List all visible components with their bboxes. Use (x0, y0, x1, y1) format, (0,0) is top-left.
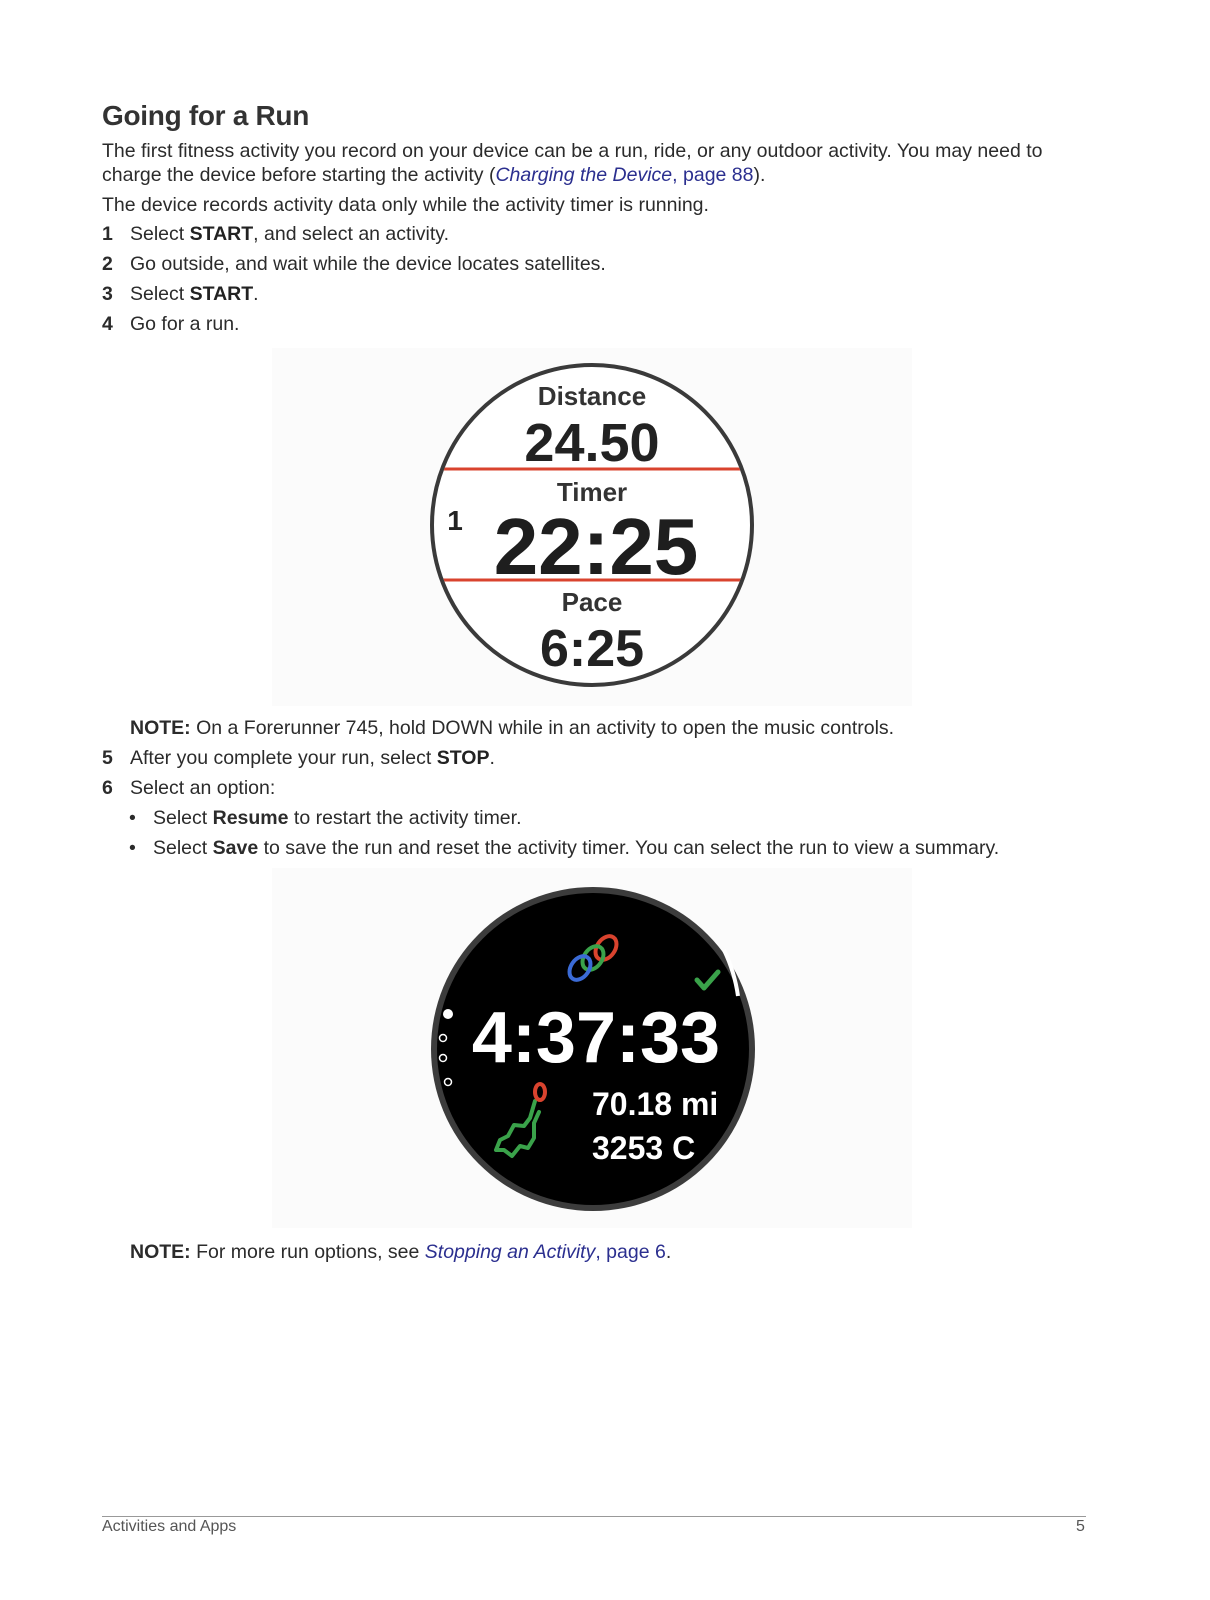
step-text: Select (130, 223, 190, 245)
watch-data-screen-figure (272, 348, 912, 706)
step-5 (102, 746, 495, 770)
watch-summary-screen (272, 868, 912, 1228)
page-heading: Going for a Run (102, 100, 310, 131)
charging-link-title[interactable]: Charging the Device (495, 164, 673, 186)
link-separator: , (672, 164, 683, 186)
step-text: Go outside, and wait while the device locates satellites. (130, 253, 606, 275)
bullet-text-end: to restart the activity timer. (288, 807, 522, 829)
note-end: . (665, 1241, 672, 1263)
step-3 (102, 282, 259, 306)
step-6 (102, 776, 275, 800)
intro-paragraph (102, 139, 1092, 187)
step-text: After you complete your run, select (130, 747, 437, 769)
note-music-controls (130, 716, 894, 740)
step-2 (102, 252, 606, 276)
step-text-end: . (253, 283, 259, 305)
bullet-key: Save (212, 837, 259, 859)
bullet-dot: • (129, 837, 136, 859)
link-separator: , (595, 1241, 607, 1263)
step-1 (102, 222, 449, 246)
step-number: 1 (102, 223, 113, 245)
bullet-dot: • (129, 807, 136, 829)
step-key: STOP (436, 747, 490, 769)
total-distance: 70.18 mi (592, 1086, 719, 1122)
step-text-end: , and select an activity. (253, 223, 449, 245)
step-key: START (189, 223, 254, 245)
note-label: NOTE: (130, 717, 191, 739)
note-text: For more run options, see (190, 1241, 425, 1263)
distance-label: Distance (537, 381, 647, 411)
step-number: 6 (102, 777, 113, 799)
step-text: Go for a run. (130, 313, 240, 335)
records-paragraph: The device records activity data only while the activity timer is running. (102, 194, 709, 216)
timer-value: 22:25 (493, 502, 699, 591)
charging-link-page[interactable]: page 88 (683, 164, 754, 186)
timer-label: Timer (556, 477, 628, 507)
bullet-key: Resume (212, 807, 289, 829)
step-number: 4 (102, 313, 113, 335)
stopping-link-title[interactable]: Stopping an Activity (424, 1241, 596, 1263)
intro-text: The first fitness activity you record on your device can be a run, ride, or any outdoor activity. You may need to charge the device before starting the activity ( (102, 140, 1043, 186)
bullet-text: Select (153, 807, 213, 829)
note-label: NOTE: (130, 1241, 191, 1263)
distance-value: 24.50 (524, 413, 660, 473)
step-4 (102, 312, 239, 336)
option-resume (129, 806, 522, 830)
footer-rule (102, 1516, 1086, 1517)
footer-section-title: Activities and Apps (102, 1518, 237, 1535)
total-calories: 3253 C (592, 1130, 696, 1166)
note-text: On a Forerunner 745, hold DOWN while in an activity to open the music controls. (190, 717, 895, 739)
elapsed-time: 4:37:33 (471, 998, 721, 1078)
step-text: Select an option: (130, 777, 276, 799)
timer-lap-number: 1 (447, 505, 463, 536)
step-key: START (189, 283, 254, 305)
option-save (129, 836, 999, 860)
bullet-text: Select (153, 837, 213, 859)
step-number: 5 (102, 747, 113, 769)
pace-label: Pace (561, 587, 623, 617)
footer-page-number: 5 (1076, 1518, 1085, 1535)
intro-end: ). (753, 164, 766, 186)
watch-summary-figure (272, 868, 912, 1228)
step-number: 3 (102, 283, 113, 305)
step-text: Select (130, 283, 190, 305)
step-text-end: . (489, 747, 495, 769)
pace-value: 6:25 (539, 620, 645, 678)
bullet-text-end: to save the run and reset the activity timer. You can select the run to view a summary. (258, 837, 1000, 859)
stopping-link-page[interactable]: page 6 (606, 1241, 666, 1263)
note-run-options (130, 1240, 671, 1264)
step-number: 2 (102, 253, 113, 275)
watch-data-screen (272, 348, 912, 706)
